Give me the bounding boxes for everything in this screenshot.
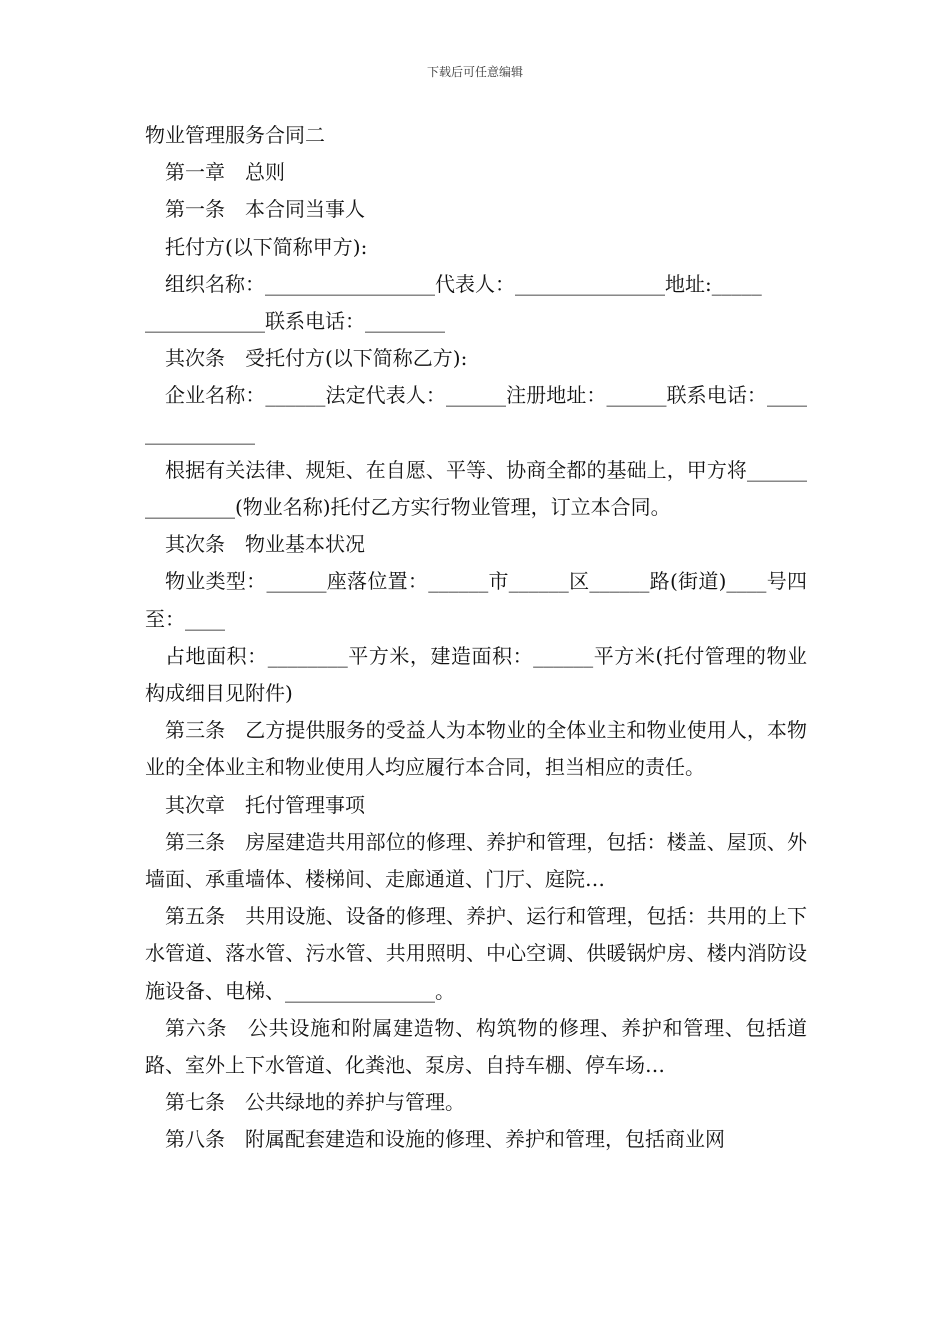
paragraph: 第三条 房屋建造共用部位的修理、养护和管理，包括：楼盖、屋顶、外墙面、承重墙体、楼梯间、走廊通道、门厅、庭院… (145, 829, 807, 892)
form-line: 占地面积：________平方米，建造面积：______平方米(托付管理的物业构成细目见附件) (145, 643, 807, 706)
form-line: 组织名称：_________________代表人：_______________地址:_____ (165, 271, 762, 296)
paragraph: 第八条 附属配套建造和设施的修理、养护和管理，包括商业网 (165, 1127, 725, 1152)
page-header: 下载后可任意编辑 (426, 65, 523, 79)
document-body (145, 117, 807, 1159)
form-line: ____________联系电话：________ (145, 309, 445, 334)
paragraph: 第七条 公共绿地的养护与管理。 (165, 1090, 465, 1115)
chapter-heading: 第一章 总则 (165, 160, 285, 185)
article-heading: 其次条 受托付方(以下简称乙方): (165, 346, 468, 371)
paragraph: 第六条 公共设施和附属建造物、构筑物的修理、养护和管理、包括道路、室外上下水管道、化粪池、泵房、自持车棚、停车场… (145, 1015, 807, 1078)
article-heading: 其次条 物业基本状况 (165, 532, 365, 557)
form-line: 物业类型：______座落位置：______市______区______路(街道)____号四至：____ (145, 569, 807, 631)
article-heading: 第一条 本合同当事人 (165, 197, 365, 222)
paragraph: 托付方(以下简称甲方): (165, 234, 368, 259)
paragraph: 第五条 共用设施、设备的修理、养护、运行和管理，包括：共用的上下水管道、落水管、污水管、共用照明、中心空调、供暖锅炉房、楼内消防设施设备、电梯、_______________。 (145, 904, 807, 1003)
paragraph: 根据有关法律、规矩、在自愿、平等、协商全都的基础上，甲方将_______________(物业名称)托付乙方实行物业管理，订立本合同。 (145, 457, 807, 520)
form-line: 企业名称：______法定代表人：______注册地址：______联系电话：_______________ (145, 383, 807, 445)
paragraph: 第三条 乙方提供服务的受益人为本物业的全体业主和物业使用人，本物业的全体业主和物业使用人均应履行本合同，担当相应的责任。 (145, 718, 807, 780)
document-title: 物业管理服务合同二 (145, 123, 325, 147)
chapter-heading: 其次章 托付管理事项 (165, 792, 365, 817)
